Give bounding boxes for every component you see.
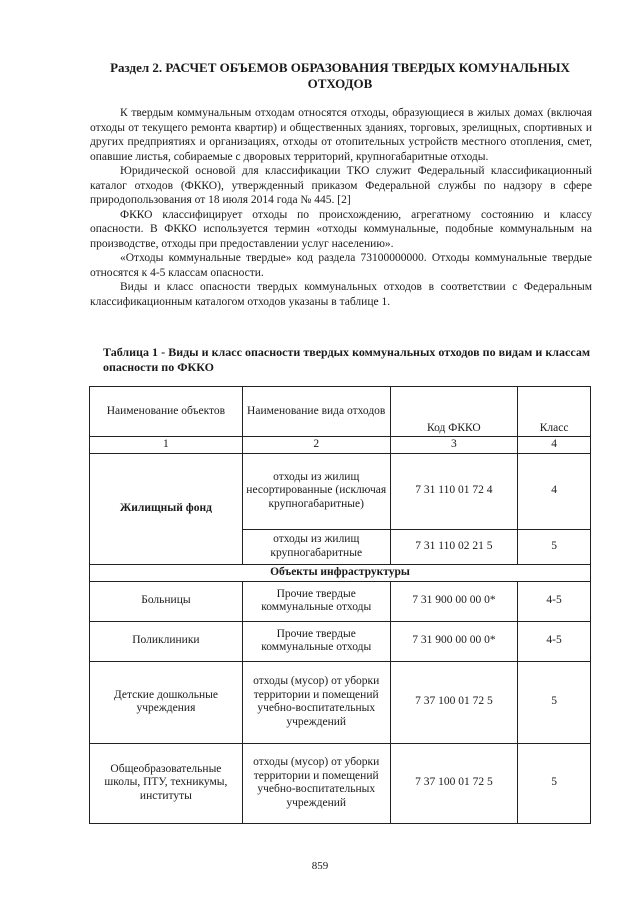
object-cell: Детские дошкольные учреждения [90,661,243,743]
hazard-class-table [89,386,591,824]
table-row [90,581,591,621]
column-number: 2 [242,437,390,454]
object-cell: Поликлиники [90,621,243,661]
table-section-row [90,564,591,581]
table-row [90,453,591,529]
code-cell: 7 37 100 01 72 5 [390,743,518,823]
section-title: Раздел 2. РАСЧЕТ ОБЪЕМОВ ОБРАЗОВАНИЯ ТВЕРДЫХ КОМУНАЛЬНЫХ ОТХОДОВ [110,60,570,91]
waste-cell: отходы из жилищ несортированные (исключая крупногабаритные) [242,453,390,529]
object-cell: Жилищный фонд [90,453,243,564]
paragraph: ФККО классифицирует отходы по происхождению, агрегатному состоянию и классу опасности. В ФККО используется термин «отходы коммунальные, подобные коммунальным на производстве, отходы при предоставлении услуг населению». [90,208,592,250]
code-cell: 7 37 100 01 72 5 [390,661,518,743]
table-caption: Таблица 1 - Виды и класс опасности твердых коммунальных отходов по видам и классам опасности по ФККО [103,345,590,374]
code-cell: 7 31 110 01 72 4 [390,453,518,529]
body-text [90,106,592,309]
table-header-row [90,387,591,437]
code-cell: 7 31 110 02 21 5 [390,529,518,564]
column-number: 3 [390,437,518,454]
paragraph: «Отходы коммунальные твердые» код раздела 73100000000. Отходы коммунальные твердые относятся к 4-5 классам опасности. [90,252,592,279]
paragraph: К твердым коммунальным отходам относятся отходы, образующиеся в жилых домах (включая отходы от текущего ремонта квартир) и общественных зданиях, торговых, зрелищных, спортивных и других предприятиях и организациях, отходы от отопительных устройств местного отопления, смет, опавшие листья, собираемые с дворовых территорий, крупногабаритные отходы. [90,107,592,163]
class-cell: 5 [518,743,591,823]
waste-cell: отходы из жилищ крупногабаритные [242,529,390,564]
paragraph: Юридической основой для классификации ТКО служит Федеральный классификационный каталог отходов (ФККО), утвержденный приказом Федеральной службы по надзору в сфере природопользования от 18 июля 2014 года № 445. [2] [90,165,592,206]
class-cell: 4 [518,453,591,529]
code-cell: 7 31 900 00 00 0* [390,621,518,661]
page-number: 859 [311,860,329,872]
object-cell: Больницы [90,581,243,621]
waste-cell: отходы (мусор) от уборки территории и помещений учебно-воспитательных учреждений [242,743,390,823]
table-row [90,743,591,823]
waste-cell: Прочие твердые коммунальные отходы [242,621,390,661]
table-row [90,661,591,743]
class-cell: 5 [518,529,591,564]
column-number: 1 [90,437,243,454]
class-cell: 4-5 [518,581,591,621]
header-cell: Класс [518,387,591,437]
class-cell: 5 [518,661,591,743]
waste-cell: отходы (мусор) от уборки территории и помещений учебно-воспитательных учреждений [242,661,390,743]
header-cell: Наименование вида отходов [242,387,390,437]
object-cell: Общеобразовательные школы, ПТУ, техникумы, институты [90,743,243,823]
section-label: Объекты инфраструктуры [90,564,591,581]
paragraph: Виды и класс опасности твердых коммунальных отходов в соответствии с Федеральным классификационным каталогом отходов указаны в таблице 1. [90,281,592,308]
class-cell: 4-5 [518,621,591,661]
column-number: 4 [518,437,591,454]
header-cell: Код ФККО [390,387,518,437]
code-cell: 7 31 900 00 00 0* [390,581,518,621]
column-number-row [90,437,591,454]
table-row [90,621,591,661]
header-cell: Наименование объектов [90,387,243,437]
waste-cell: Прочие твердые коммунальные отходы [242,581,390,621]
